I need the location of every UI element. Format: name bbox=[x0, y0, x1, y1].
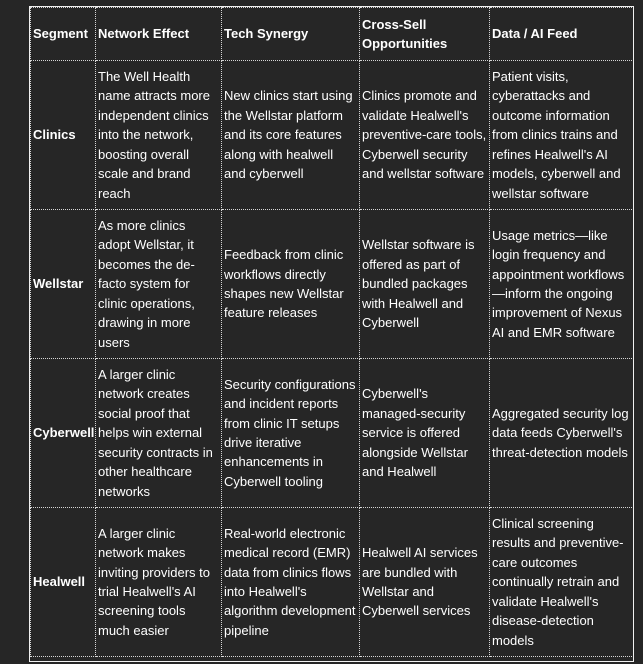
network-effect-cell: The Well Health name attracts more independent clinics into the network, boosting overall scale and brand reach bbox=[96, 61, 222, 210]
cross-sell-cell: Healwell AI services are bundled with Wellstar and Cyberwell services bbox=[360, 508, 490, 657]
table-header-row bbox=[31, 8, 634, 61]
table-row bbox=[31, 210, 634, 359]
cross-sell-cell: Clinics promote and validate Healwell's preventive-care tools, Cyberwell security and wellstar software bbox=[360, 61, 490, 210]
data-ai-feed-cell: Clinical screening results and preventive-care outcomes continually retrain and validate Healwell's disease-detection models bbox=[490, 508, 634, 657]
header-data-ai-feed: Data / AI Feed bbox=[490, 8, 634, 61]
data-ai-feed-cell: Aggregated security log data feeds Cyberwell's threat-detection models bbox=[490, 359, 634, 508]
data-ai-feed-cell: Usage metrics—like login frequency and appointment workflows—inform the ongoing improvement of Nexus AI and EMR software bbox=[490, 210, 634, 359]
tech-synergy-cell: Security configurations and incident reports from clinic IT setups drive iterative enhancements in Cyberwell tooling bbox=[222, 359, 360, 508]
header-tech-synergy: Tech Synergy bbox=[222, 8, 360, 61]
segment-cell: Clinics bbox=[31, 61, 96, 210]
segment-cell: Wellstar bbox=[31, 210, 96, 359]
segment-cell: Healwell bbox=[31, 508, 96, 657]
data-ai-feed-cell: Patient visits, cyberattacks and outcome information from clinics trains and refines Healwell's AI models, cyberwell and wellstar software bbox=[490, 61, 634, 210]
cross-sell-cell: Wellstar software is offered as part of bundled packages with Healwell and Cyberwell bbox=[360, 210, 490, 359]
cross-sell-cell: Cyberwell's managed-security service is offered alongside Wellstar and Healwell bbox=[360, 359, 490, 508]
header-segment: Segment bbox=[31, 8, 96, 61]
segment-cell: Cyberwell bbox=[31, 359, 96, 508]
network-effect-cell: As more clinics adopt Wellstar, it becomes the de-facto system for clinic operations, drawing in more users bbox=[96, 210, 222, 359]
table-row bbox=[31, 508, 634, 657]
network-effect-cell: A larger clinic network makes inviting providers to trial Healwell's AI screening tools much easier bbox=[96, 508, 222, 657]
header-network-effect: Network Effect bbox=[96, 8, 222, 61]
header-cross-sell: Cross-Sell Opportunities bbox=[360, 8, 490, 61]
tech-synergy-cell: Feedback from clinic workflows directly shapes new Wellstar feature releases bbox=[222, 210, 360, 359]
table-row bbox=[31, 61, 634, 210]
tech-synergy-cell: Real-world electronic medical record (EMR) data from clinics flows into Healwell's algorithm development pipeline bbox=[222, 508, 360, 657]
tech-synergy-cell: New clinics start using the Wellstar platform and its core features along with healwell and cyberwell bbox=[222, 61, 360, 210]
network-effect-cell: A larger clinic network creates social proof that helps win external security contracts in other healthcare networks bbox=[96, 359, 222, 508]
segment-synergy-table bbox=[30, 7, 634, 657]
table-row bbox=[31, 359, 634, 508]
